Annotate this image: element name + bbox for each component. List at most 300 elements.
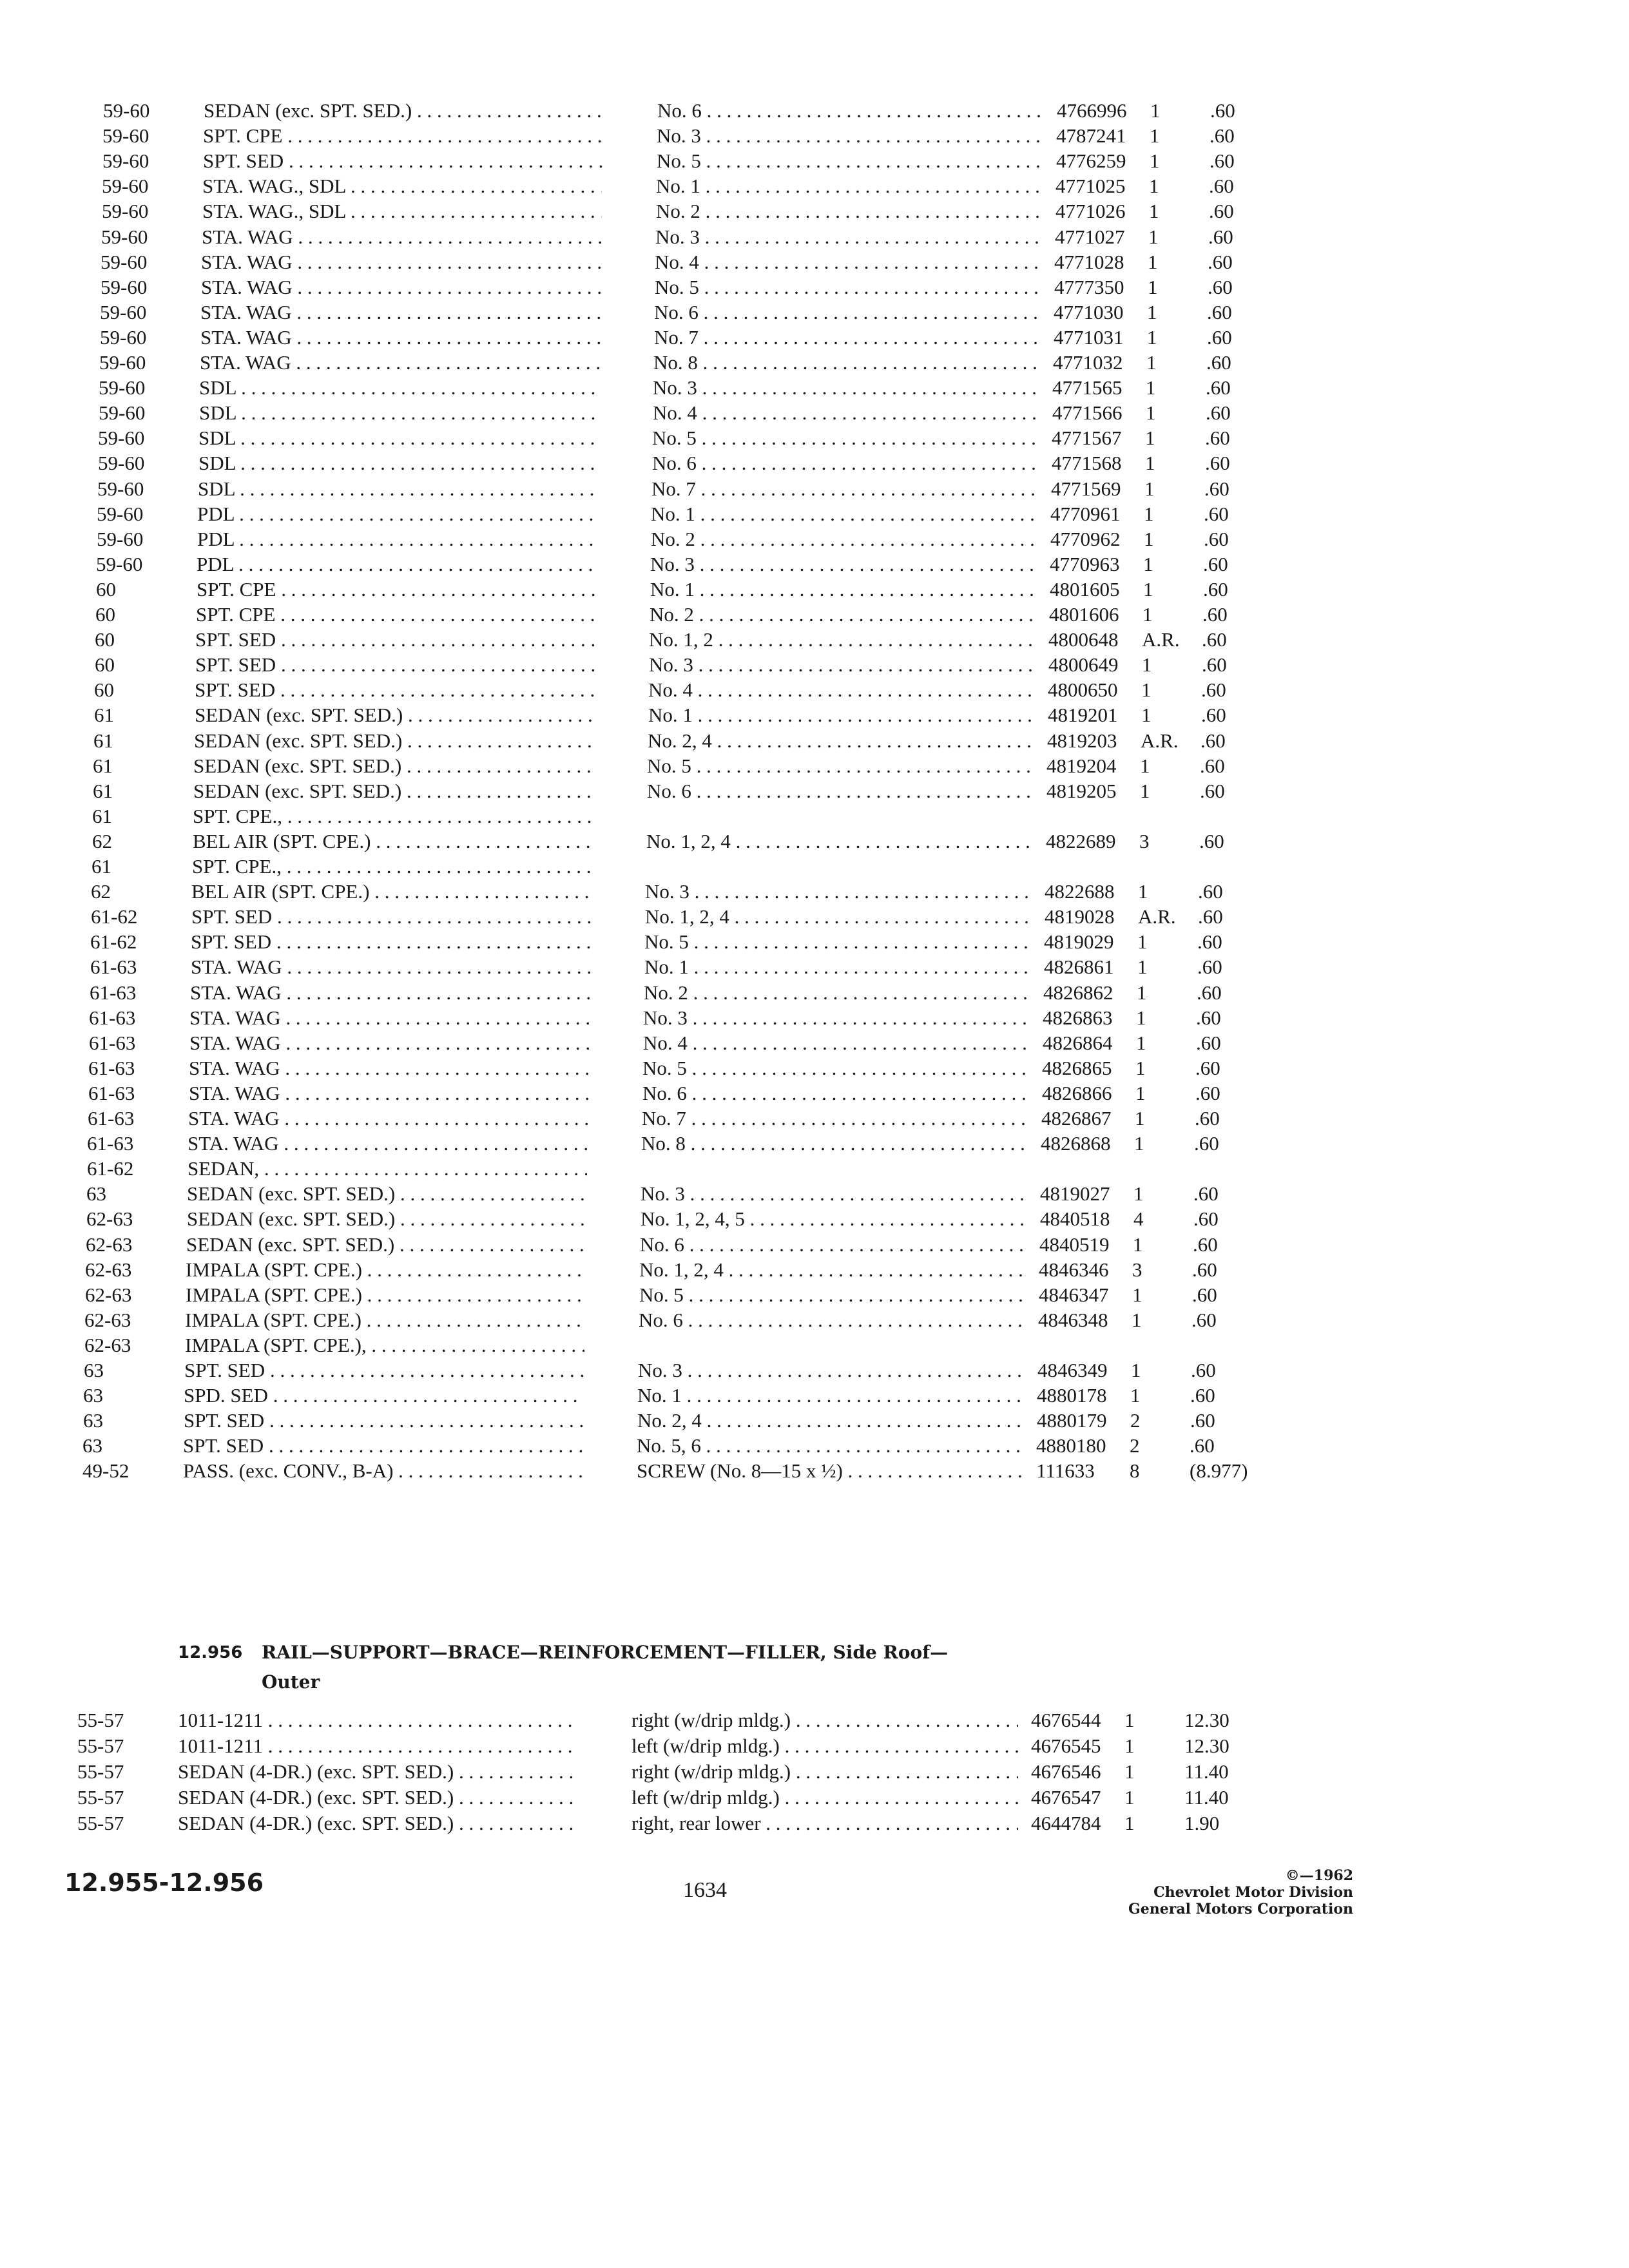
description-cell: No. 6 . . . (657, 98, 1044, 124)
description-cell: No. 5 . . . (655, 274, 1041, 300)
model-cell: STA. WAG . . . (200, 300, 600, 325)
part-number-cell: 4676547 (1031, 1786, 1101, 1809)
model-cell: IMPALA (SPT. CPE.) . . . (185, 1307, 584, 1333)
page-number: 1634 (683, 1878, 727, 1902)
description-cell: No. 1 . . . (644, 954, 1031, 980)
part-number-cell: 4826862 (1043, 981, 1113, 1004)
table-row (97, 501, 1257, 527)
description-cell: No. 1, 2, 4, 5 . . . (641, 1206, 1027, 1232)
description-cell: No. 1 . . . (637, 1383, 1024, 1408)
quantity-cell: 1 (1124, 1735, 1135, 1757)
year-cell: 61-63 (88, 1081, 135, 1104)
part-number-cell: 4771026 (1055, 200, 1126, 223)
description-cell: No. 3 . . . (643, 1005, 1030, 1031)
price-cell: .60 (1202, 603, 1228, 626)
description-cell: No. 6 . . . (642, 1081, 1029, 1106)
part-number-cell: 111633 (1036, 1459, 1095, 1483)
part-number-cell: 4787241 (1056, 124, 1126, 148)
price-cell: (8.977) (1190, 1459, 1248, 1483)
section-title-line1: RAIL—SUPPORT—BRACE—REINFORCEMENT—FILLER, Side Roof— (262, 1642, 949, 1663)
year-cell: 59-60 (99, 376, 146, 399)
table-row (93, 778, 1257, 804)
quantity-cell: 4 (1133, 1207, 1144, 1231)
quantity-cell: 1 (1133, 1233, 1143, 1256)
quantity-cell: 1 (1146, 376, 1156, 399)
model-cell: SEDAN (exc. SPT. SED.) . . . (187, 1181, 586, 1207)
part-number-cell: 4801605 (1050, 577, 1120, 601)
model-cell: STA. WAG . . . (202, 224, 601, 250)
model-cell: SPT. SED . . . (183, 1433, 583, 1459)
quantity-cell: 1 (1145, 452, 1155, 475)
price-cell: .60 (1206, 351, 1231, 374)
part-number-cell: 4776259 (1056, 149, 1126, 173)
quantity-cell: 3 (1139, 829, 1150, 852)
model-cell: SDL . . . (199, 375, 599, 401)
table-row (77, 1707, 1257, 1733)
description-cell: No. 5 . . . (652, 425, 1039, 451)
part-number-cell: 4826863 (1043, 1006, 1113, 1029)
description-cell: No. 6 . . . (640, 1232, 1027, 1258)
year-cell: 59-60 (102, 175, 149, 198)
year-cell: 60 (95, 653, 115, 677)
description-cell: No. 5 . . . (644, 929, 1031, 955)
table-row (82, 1458, 1257, 1484)
quantity-cell: 1 (1132, 1308, 1142, 1331)
price-cell: .60 (1197, 981, 1222, 1004)
model-cell: SPT. CPE . . . (196, 602, 595, 628)
quantity-cell: 1 (1150, 99, 1161, 122)
table-row (85, 1282, 1257, 1308)
description-cell: SCREW (No. 8—15 x ½) . . . (637, 1458, 1023, 1484)
description-cell: No. 5, 6 . . . (637, 1433, 1023, 1459)
part-number-cell: 4770961 (1050, 502, 1121, 525)
model-cell: SPT. CPE . . . (203, 123, 602, 149)
price-cell: .60 (1197, 930, 1222, 954)
description-cell: No. 1 . . . (651, 501, 1037, 527)
table-row (101, 274, 1257, 300)
year-cell: 61 (94, 704, 114, 727)
year-cell: 55-57 (77, 1735, 124, 1757)
table-row (84, 1358, 1257, 1383)
year-cell: 62 (91, 880, 111, 903)
model-cell: STA. WAG . . . (191, 954, 590, 980)
table-row (90, 929, 1257, 955)
table-row (85, 1257, 1257, 1283)
table-row (95, 602, 1257, 628)
description-cell: No. 1, 2, 4 . . . (639, 1257, 1026, 1283)
table-row (99, 350, 1257, 376)
quantity-cell: 1 (1137, 981, 1147, 1004)
year-cell: 62 (92, 829, 112, 852)
table-row (87, 1131, 1257, 1157)
quantity-cell: 1 (1144, 527, 1154, 550)
table-row (93, 753, 1257, 779)
year-cell: 59-60 (99, 351, 146, 374)
year-cell: 59-60 (99, 401, 146, 425)
model-cell: STA. WAG . . . (201, 274, 601, 300)
model-cell: SPT. CPE . . . (197, 577, 596, 602)
model-cell: SEDAN (exc. SPT. SED.) . . . (186, 1232, 586, 1258)
price-cell: .60 (1192, 1283, 1217, 1306)
table-row (96, 552, 1257, 577)
part-number-cell: 4676546 (1031, 1760, 1101, 1783)
part-number-cell: 4800649 (1048, 653, 1119, 677)
part-number-cell: 4846347 (1039, 1283, 1109, 1306)
model-cell: 1011-1211 . . . (178, 1707, 577, 1733)
quantity-cell: 1 (1130, 1384, 1141, 1407)
table-row (103, 98, 1257, 124)
model-cell: STA. WAG . . . (200, 325, 600, 351)
description-cell: No. 8 . . . (641, 1131, 1028, 1157)
table-row (93, 728, 1257, 754)
table-row (94, 677, 1257, 703)
quantity-cell: 1 (1142, 603, 1153, 626)
model-cell: SDL . . . (198, 476, 597, 502)
year-cell: 62-63 (84, 1308, 131, 1331)
description-cell: No. 6 . . . (652, 450, 1039, 476)
table-row (96, 577, 1257, 602)
part-number-cell: 4676545 (1031, 1735, 1101, 1757)
quantity-cell: 1 (1133, 1182, 1144, 1206)
year-cell: 59-60 (97, 477, 144, 500)
quantity-cell: 1 (1143, 552, 1153, 575)
part-number-cell: 4771567 (1052, 427, 1122, 450)
part-number-cell: 4800648 (1048, 628, 1119, 651)
quantity-cell: 1 (1136, 1031, 1146, 1054)
quantity-cell: 1 (1140, 754, 1150, 777)
price-cell: .60 (1190, 1384, 1215, 1407)
price-cell: .60 (1193, 1233, 1218, 1256)
year-cell: 61-63 (90, 956, 137, 979)
price-cell: .60 (1192, 1258, 1217, 1281)
table-row (102, 123, 1257, 149)
section-title-line2: Outer (262, 1671, 320, 1693)
part-number-cell: 4770962 (1050, 527, 1121, 550)
price-cell: .60 (1210, 149, 1235, 173)
description-cell: No. 5 . . . (657, 148, 1043, 174)
part-number-cell: 4770963 (1050, 552, 1120, 575)
table-row (82, 1433, 1257, 1459)
description-cell: No. 7 . . . (651, 476, 1038, 502)
price-cell: .60 (1210, 124, 1235, 148)
model-cell: SPT. SED . . . (191, 904, 591, 930)
quantity-cell: 1 (1138, 880, 1148, 903)
part-number-cell: 4826867 (1041, 1107, 1112, 1129)
quantity-cell: 1 (1124, 1812, 1135, 1834)
table-row (84, 1307, 1257, 1333)
year-cell: 60 (94, 678, 114, 702)
description-cell: No. 7 . . . (642, 1106, 1028, 1131)
part-number-cell: 4826865 (1042, 1056, 1112, 1079)
table-row (97, 476, 1257, 502)
description-cell: No. 1 . . . (656, 173, 1043, 199)
quantity-cell: 1 (1141, 678, 1152, 702)
description-cell: No. 3 . . . (653, 375, 1039, 401)
year-cell: 61-63 (89, 1006, 136, 1029)
price-cell: .60 (1205, 427, 1230, 450)
price-cell: .60 (1193, 1182, 1219, 1206)
price-cell: 12.30 (1184, 1735, 1229, 1757)
price-cell: .60 (1198, 905, 1223, 928)
part-number-cell: 4819028 (1045, 905, 1115, 928)
price-cell: 11.40 (1184, 1786, 1229, 1809)
price-cell: .60 (1199, 829, 1224, 852)
year-cell: 63 (83, 1384, 103, 1407)
part-number-cell: 4644784 (1031, 1812, 1101, 1834)
part-number-cell: 4880178 (1037, 1384, 1107, 1407)
quantity-cell: 1 (1144, 502, 1154, 525)
year-cell: 61-62 (87, 1157, 134, 1180)
year-cell: 61-63 (87, 1132, 134, 1155)
part-number-cell: 4822688 (1045, 880, 1115, 903)
part-number-cell: 4826866 (1042, 1081, 1112, 1104)
part-number-cell: 4771565 (1052, 376, 1123, 399)
table-row (92, 829, 1257, 854)
model-cell: SPT. SED . . . (184, 1408, 583, 1434)
table-row (83, 1408, 1257, 1434)
quantity-cell: 1 (1140, 779, 1150, 802)
model-cell: SPT. CPE., . . . (193, 803, 592, 829)
year-cell: 59-60 (103, 99, 150, 122)
year-cell: 59-60 (102, 124, 149, 148)
part-number-cell: 4819204 (1046, 754, 1117, 777)
price-cell: .60 (1200, 779, 1225, 802)
quantity-cell: 2 (1130, 1434, 1140, 1457)
price-cell: .60 (1209, 175, 1234, 198)
quantity-cell: 1 (1147, 325, 1157, 349)
quantity-cell: 3 (1132, 1258, 1142, 1281)
part-number-cell: 4840518 (1040, 1207, 1110, 1231)
year-cell: 61 (92, 855, 111, 878)
description-cell: No. 5 . . . (639, 1282, 1026, 1308)
price-cell: .60 (1196, 1006, 1221, 1029)
description-cell: No. 2 . . . (644, 980, 1030, 1006)
quantity-cell: 1 (1137, 956, 1148, 979)
model-cell: STA. WAG . . . (200, 350, 599, 376)
description-cell: No. 5 . . . (642, 1055, 1029, 1081)
price-cell: .60 (1210, 99, 1235, 122)
description-cell: No. 4 . . . (655, 249, 1041, 275)
model-cell: SEDAN (exc. SPT. SED.) . . . (195, 702, 594, 728)
copyright-block (1095, 1867, 1353, 1917)
description-cell: No. 6 . . . (647, 778, 1034, 804)
description-cell: No. 4 . . . (648, 677, 1035, 703)
year-cell: 55-57 (77, 1812, 124, 1834)
year-cell: 60 (96, 577, 116, 601)
table-row (91, 879, 1257, 905)
description-cell: No. 3 . . . (649, 652, 1036, 678)
description-cell: No. 8 . . . (653, 350, 1040, 376)
quantity-cell: 1 (1124, 1786, 1135, 1809)
description-cell: No. 1 . . . (650, 577, 1037, 602)
year-cell: 59-60 (101, 250, 148, 273)
part-number-cell: 4676544 (1031, 1709, 1101, 1731)
table-row (77, 1733, 1257, 1759)
quantity-cell: 1 (1150, 124, 1160, 148)
model-cell: STA. WAG . . . (188, 1131, 587, 1157)
quantity-cell: 8 (1130, 1459, 1140, 1483)
table-row (92, 854, 1257, 879)
year-cell: 59-60 (102, 149, 149, 173)
description-cell: No. 2 . . . (651, 526, 1037, 552)
part-number-cell: 4766996 (1057, 99, 1127, 122)
model-cell: STA. WAG . . . (190, 980, 590, 1006)
table-row (101, 224, 1257, 250)
quantity-cell: 1 (1136, 1006, 1146, 1029)
year-cell: 60 (95, 603, 115, 626)
part-number-cell: 4826868 (1041, 1132, 1111, 1155)
table-row (92, 803, 1257, 829)
model-cell: STA. WAG . . . (189, 1030, 589, 1056)
quantity-cell: A.R. (1142, 628, 1180, 651)
table-row (100, 325, 1257, 351)
table-row (98, 425, 1257, 451)
year-cell: 63 (86, 1182, 106, 1206)
part-number-cell: 4777350 (1054, 275, 1124, 298)
quantity-cell: 1 (1148, 275, 1158, 298)
price-cell: .60 (1206, 401, 1231, 425)
table-row (102, 198, 1257, 224)
table-row (100, 300, 1257, 325)
model-cell: SPT. SED . . . (195, 652, 595, 678)
model-cell: SEDAN, . . . (188, 1156, 587, 1182)
quantity-cell: 1 (1150, 149, 1160, 173)
quantity-cell: 1 (1149, 175, 1159, 198)
year-cell: 62-63 (86, 1207, 133, 1231)
part-number-cell: 4771027 (1055, 225, 1125, 248)
price-cell: .60 (1204, 477, 1229, 500)
price-cell: .60 (1198, 880, 1223, 903)
description-cell: No. 3 . . . (657, 123, 1043, 149)
year-cell: 59-60 (97, 502, 144, 525)
year-cell: 59-60 (96, 552, 143, 575)
description-cell: No. 1, 2 . . . (649, 627, 1036, 653)
part-number-cell: 4846346 (1039, 1258, 1109, 1281)
year-cell: 59-60 (100, 325, 147, 349)
description-cell: No. 1, 2, 4 . . . (646, 829, 1033, 854)
description-cell: No. 7 . . . (654, 325, 1041, 351)
description-cell: No. 3 . . . (641, 1181, 1027, 1207)
quantity-cell: 2 (1130, 1409, 1141, 1432)
model-cell: SPT. SED . . . (191, 929, 590, 955)
model-cell: IMPALA (SPT. CPE.) . . . (186, 1282, 585, 1308)
quantity-cell: 1 (1135, 1056, 1146, 1079)
model-cell: STA. WAG., SDL . . . (202, 173, 602, 199)
page-reference: 12.955-12.956 (64, 1869, 264, 1897)
year-cell: 62-63 (85, 1283, 132, 1306)
model-cell: SPT. SED . . . (184, 1358, 584, 1383)
model-cell: PDL . . . (197, 526, 597, 552)
year-cell: 59-60 (102, 200, 149, 223)
table-row (89, 1030, 1257, 1056)
year-cell: 62-63 (84, 1333, 131, 1356)
price-cell: .60 (1194, 1132, 1219, 1155)
year-cell: 60 (95, 628, 115, 651)
price-cell: .60 (1201, 678, 1226, 702)
table-row (88, 1106, 1257, 1131)
description-cell: No. 6 . . . (654, 300, 1041, 325)
table-row (89, 1005, 1257, 1031)
price-cell: .60 (1209, 200, 1234, 223)
quantity-cell: 1 (1148, 225, 1159, 248)
quantity-cell: 1 (1143, 577, 1153, 601)
table-row (99, 375, 1257, 401)
part-number-cell: 4771030 (1054, 300, 1124, 323)
price-cell: .60 (1205, 452, 1230, 475)
year-cell: 62-63 (85, 1258, 132, 1281)
model-cell: PASS. (exc. CONV., B-A) . . . (183, 1458, 583, 1484)
price-cell: .60 (1203, 577, 1228, 601)
year-cell: 62-63 (86, 1233, 133, 1256)
table-row (86, 1232, 1257, 1258)
table-row (95, 652, 1257, 678)
price-cell: 12.30 (1184, 1709, 1229, 1731)
price-cell: .60 (1208, 250, 1233, 273)
year-cell: 63 (84, 1359, 104, 1381)
table-row (86, 1181, 1257, 1207)
part-number-cell: 4840519 (1039, 1233, 1110, 1256)
model-cell: STA. WAG . . . (189, 1055, 588, 1081)
corporation-name: General Motors Corporation (1128, 1901, 1353, 1917)
description-cell: No. 3 . . . (638, 1358, 1025, 1383)
description-cell: right, rear lower . . . (631, 1811, 1018, 1836)
year-cell: 49-52 (82, 1459, 130, 1483)
price-cell: .60 (1202, 653, 1227, 677)
quantity-cell: A.R. (1141, 729, 1179, 752)
year-cell: 59-60 (98, 452, 145, 475)
part-number-cell: 4826861 (1044, 956, 1114, 979)
year-cell: 61 (92, 804, 112, 827)
part-number-cell: 4819027 (1040, 1182, 1110, 1206)
price-cell: .60 (1202, 628, 1227, 651)
table-row (97, 526, 1257, 552)
model-cell: IMPALA (SPT. CPE.) . . . (186, 1257, 585, 1283)
model-cell: PDL . . . (197, 552, 596, 577)
price-cell: .60 (1196, 1031, 1221, 1054)
year-cell: 59-60 (100, 300, 147, 323)
part-number-cell: 4819201 (1048, 704, 1118, 727)
model-cell: SPT. SED . . . (195, 627, 595, 653)
year-cell: 61-63 (89, 1031, 136, 1054)
model-cell: SPT. SED . . . (195, 677, 594, 703)
year-cell: 59-60 (98, 427, 145, 450)
quantity-cell: 1 (1148, 250, 1158, 273)
price-cell: .60 (1204, 527, 1229, 550)
model-cell: SDL . . . (198, 450, 598, 476)
quantity-cell: 1 (1147, 300, 1157, 323)
quantity-cell: A.R. (1138, 905, 1176, 928)
year-cell: 61-63 (88, 1107, 135, 1129)
price-cell: .60 (1200, 729, 1226, 752)
model-cell: SEDAN (exc. SPT. SED.) . . . (187, 1206, 586, 1232)
description-cell: No. 2, 4 . . . (637, 1408, 1024, 1434)
table-row (91, 904, 1257, 930)
quantity-cell: 1 (1135, 1081, 1146, 1104)
price-cell: 11.40 (1184, 1760, 1229, 1783)
part-number-cell: 4800650 (1048, 678, 1118, 702)
year-cell: 55-57 (77, 1709, 124, 1731)
part-number-cell: 4880179 (1037, 1409, 1107, 1432)
year-cell: 61 (93, 729, 113, 752)
part-number-cell: 4771569 (1051, 477, 1121, 500)
year-cell: 59-60 (101, 225, 148, 248)
model-cell: SPT. CPE., . . . (192, 854, 592, 879)
model-cell: SDL . . . (199, 400, 599, 426)
part-number-cell: 4819205 (1046, 779, 1117, 802)
model-cell: SPT. SED . . . (203, 148, 602, 174)
table-row (77, 1785, 1257, 1811)
model-cell: SEDAN (4-DR.) (exc. SPT. SED.) . . . (178, 1759, 577, 1785)
